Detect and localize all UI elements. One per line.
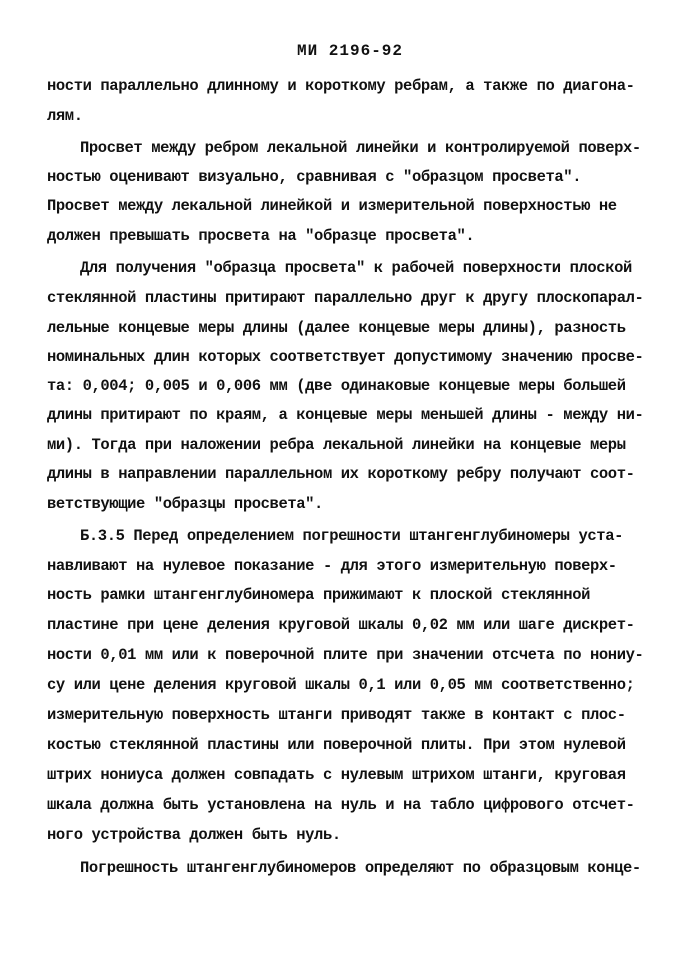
text-line: пластине при цене деления круговой шкалы 0,02 мм или шаге дискрет- [47,616,635,634]
text-line: ности 0,01 мм или к поверочной плите при значении отсчета по нониу- [47,646,644,664]
text-line: должен превышать просвета на "образце просвета". [47,227,475,245]
text-line: ного устройства должен быть нуль. [47,826,341,844]
text-line: ми). Тогда при наложении ребра лекальной линейки на концевые меры [47,436,626,454]
text-line: длины притирают по краям, а концевые меры меньшей длины - между ни- [47,406,644,424]
text-line: су или цене деления круговой шкалы 0,1 или 0,05 мм соответственно; [47,676,635,694]
text-line: костью стеклянной пластины или поверочной плиты. При этом нулевой [47,736,626,754]
text-line: ностью оценивают визуально, сравнивая с "образцом просвета". [47,168,582,186]
text-line: Для получения "образца просвета" к рабочей поверхности плоской [80,259,632,277]
text-line: Просвет между лекальной линейкой и измерительной поверхностью не [47,197,617,215]
text-line: Просвет между ребром лекальной линейки и контролируемой поверх- [80,139,641,157]
text-line: ности параллельно длинному и короткому ребрам, а также по диагона- [47,77,635,95]
text-line: стеклянной пластины притирают параллельно друг к другу плоскопарал- [47,289,644,307]
text-line: Погрешность штангенглубиномеров определяют по образцовым конце- [80,859,641,877]
text-line: длины в направлении параллельном их короткому ребру получают соот- [47,465,635,483]
text-line: та: 0,004; 0,005 и 0,006 мм (две одинаковые концевые меры большей [47,377,626,395]
text-line: лельные концевые меры длины (далее концевые меры длины), разность [47,319,626,337]
text-line: навливают на нулевое показание - для этого измерительную поверх- [47,557,617,575]
text-line: номинальных длин которых соответствует допустимому значению просве- [47,348,644,366]
text-line: лям. [47,107,83,125]
text-line: ность рамки штангенглубиномера прижимают к плоской стеклянной [47,586,590,604]
text-line: ветствующие "образцы просвета". [47,495,323,513]
text-line: штрих нониуса должен совпадать с нулевым штрихом штанги, круговая [47,766,626,784]
text-line: Б.3.5 Перед определением погрешности штангенглубиномеры уста- [80,527,623,545]
text-line: шкала должна быть установлена на нуль и на табло цифрового отсчет- [47,796,635,814]
page-header: МИ 2196-92 [296,42,403,60]
text-line: измерительную поверхность штанги приводят также в контакт с плос- [47,706,626,724]
